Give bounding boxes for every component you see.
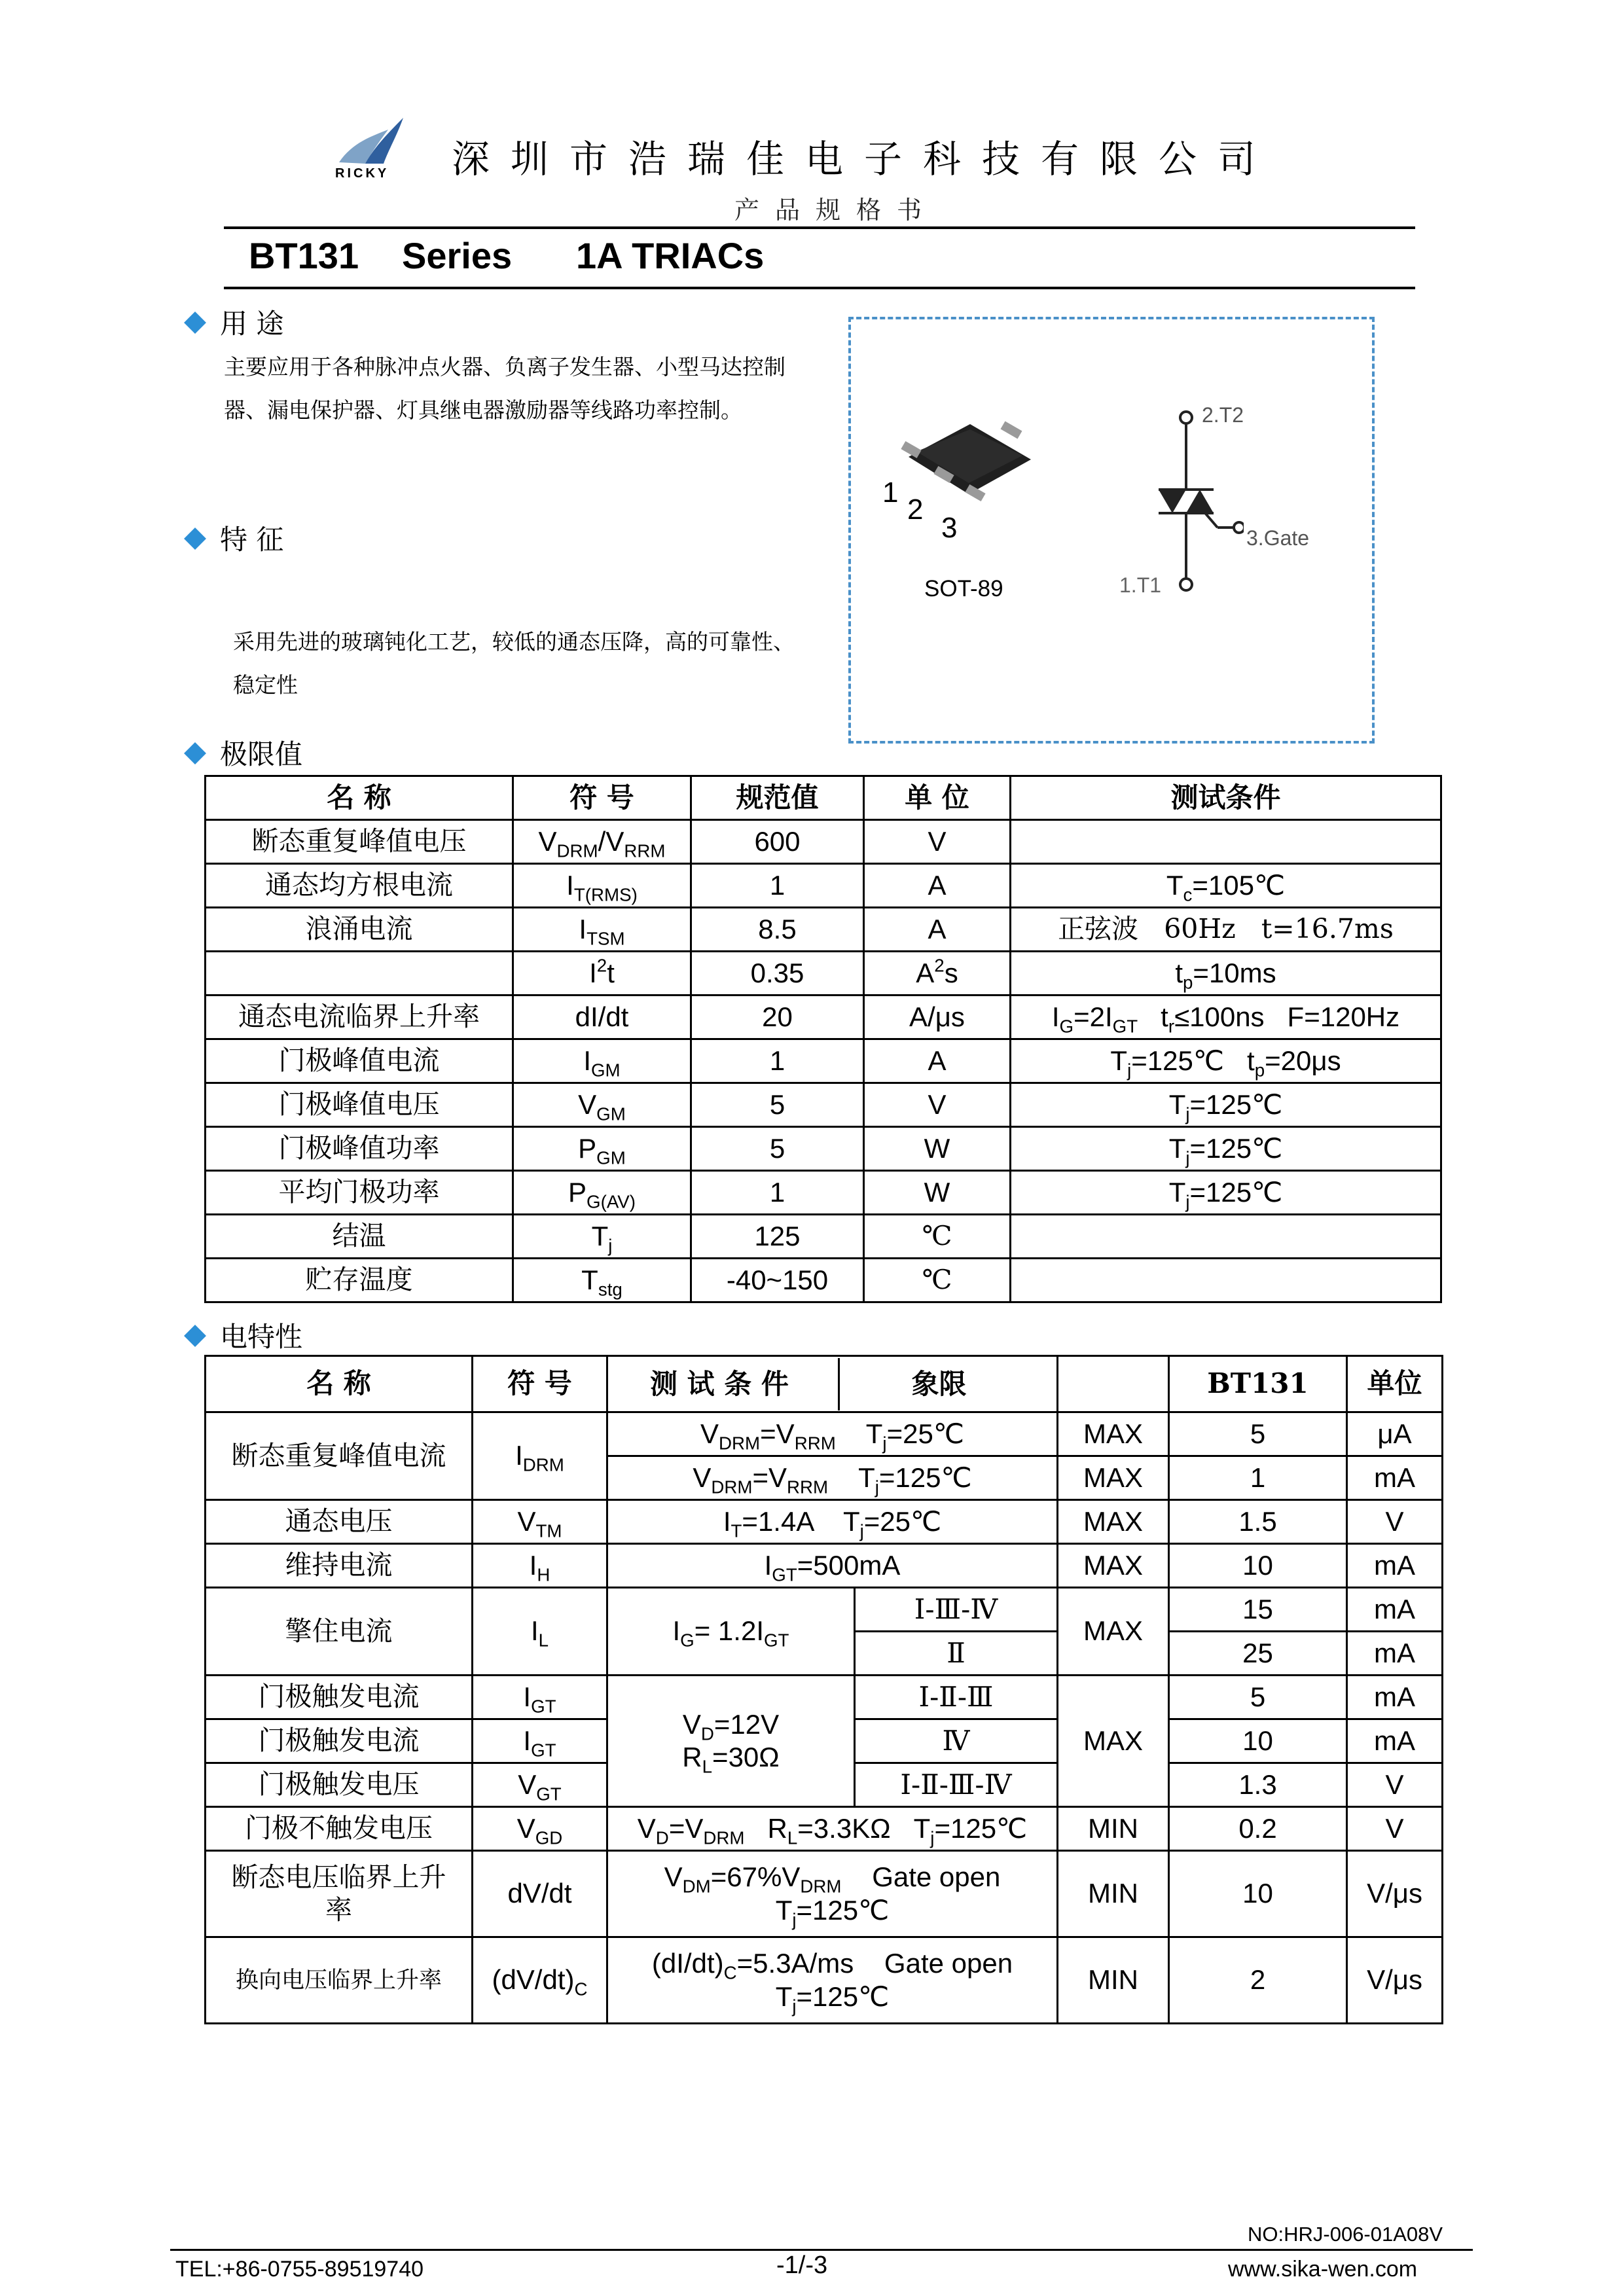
param-name: 断态重复峰值电流 [206,1412,473,1500]
param-name: 门极不触发电压 [206,1807,473,1851]
usage-text: 主要应用于各种脉冲点火器、负离子发生器、小型马达控制器、漏电保护器、灯具继电器激励器等线路功率控制。 [224,354,785,423]
param-limit: MAX [1058,1456,1169,1500]
param-value: 20 [691,996,864,1039]
pin-number-2: 2 [907,493,924,526]
param-unit: mA [1347,1544,1443,1588]
param-value: 5 [1169,1412,1347,1456]
param-symbol: $I_H$ [473,1544,607,1588]
param-value: 1.5 [1169,1500,1347,1544]
param-symbol: dI/dt [513,996,691,1039]
table-row [206,1544,1443,1588]
footer-tel: TEL:+86-0755-89519740 [175,2257,424,2282]
param-unit: ℃ [864,1259,1011,1302]
series-title: Series [402,235,513,276]
t1-label: 1.T1 [1119,573,1162,597]
bullet-diamond-icon [184,528,206,550]
param-condition: $V_{DRM}=V_{RRM}$ $T_j=25℃$ [607,1412,1058,1456]
table-row [206,1937,1443,2024]
param-symbol: $I_{DRM}$ [473,1412,607,1500]
logo-text: RICKY [335,166,389,181]
param-condition: $T_j=125℃$ [1011,1171,1441,1215]
param-value: 8.5 [691,908,864,952]
param-name [206,952,513,996]
param-condition: $V_D=12V$ $R_L=30\Omega$ [607,1676,855,1807]
param-name: 通态电压 [206,1500,473,1544]
table-row [206,1500,1443,1544]
param-value: 1 [1169,1456,1347,1500]
gate-label: 3.Gate [1246,526,1310,550]
param-name: 擎住电流 [206,1588,473,1676]
sot89-package-image [897,406,1047,504]
param-unit: mA [1347,1632,1443,1676]
company-logo [326,103,418,182]
param-name: 门极触发电流 [206,1719,473,1763]
param-symbol: $I_L$ [473,1588,607,1676]
param-name: 门极峰值电压 [206,1083,513,1127]
param-name: 平均门极功率 [206,1171,513,1215]
param-unit: V [864,1083,1011,1127]
param-name: 贮存温度 [206,1259,513,1302]
bullet-diamond-icon [184,1325,206,1347]
param-symbol: $I_{TSM}$ [513,908,691,952]
param-value: 1 [691,1039,864,1083]
param-symbol: $I_{T(RMS)}$ [513,864,691,908]
electrical-table [204,1355,1443,2024]
param-name: 维持电流 [206,1544,473,1588]
param-unit: V [1347,1500,1443,1544]
footer-page: -1/-3 [776,2251,828,2279]
param-unit: μA [1347,1412,1443,1456]
param-value: 0.35 [691,952,864,996]
param-quadrant: Ⅳ [855,1719,1058,1763]
table-row [206,996,1441,1039]
param-condition [1011,820,1441,864]
header-rule-bottom [224,287,1415,289]
param-condition: $T_c=105℃$ [1011,864,1441,908]
param-unit: W [864,1171,1011,1215]
usage-heading: 用 途 [187,302,283,342]
triac-symbol [1139,402,1244,598]
header-unit: 单位 [1347,1356,1443,1412]
header-limit [1058,1356,1169,1412]
document-subtitle: 产品规格书 [734,196,938,224]
table-row [206,1259,1441,1302]
param-value: 600 [691,820,864,864]
header-condition: 测试条件 [1011,776,1441,820]
table-row [206,1807,1443,1851]
param-condition: $(dI/dt)_C=5.3A/ms$ Gate open $T_j=125℃$ [607,1937,1058,2024]
param-limit: MAX [1058,1588,1169,1676]
param-symbol: $I^2t$ [513,952,691,996]
param-value: 5 [1169,1676,1347,1719]
param-name: 通态电流临界上升率 [206,996,513,1039]
param-unit: mA [1347,1676,1443,1719]
param-limit: MAX [1058,1544,1169,1588]
elec-heading: 电特性 [187,1316,302,1355]
param-symbol: $(dV/dt)_C$ [473,1937,607,2024]
param-value: 0.2 [1169,1807,1347,1851]
feature-heading: 特 征 [187,518,283,558]
param-unit: W [864,1127,1011,1171]
param-quadrant: Ⅰ-Ⅱ-Ⅲ-Ⅳ [855,1763,1058,1807]
param-condition [1011,1215,1441,1259]
table-row [206,1851,1443,1937]
header-condition: 测 试 条 件 象限 [607,1356,1058,1412]
company-name: 深圳市浩瑞佳电子科技有限公司 [452,137,1277,181]
param-condition: $T_j=125℃$ [1011,1083,1441,1127]
header-value: 规范值 [691,776,864,820]
header-symbol: 符 号 [513,776,691,820]
param-limit: MIN [1058,1937,1169,2024]
param-value: 15 [1169,1588,1347,1632]
param-symbol: $V_{GM}$ [513,1083,691,1127]
table-row [206,1588,1443,1632]
table-row [206,1171,1441,1215]
footer-website: www.sika-wen.com [1228,2257,1418,2282]
param-name: 门极峰值电流 [206,1039,513,1083]
param-value: 2 [1169,1937,1347,2024]
table-row [206,820,1441,864]
table-row [206,1676,1443,1719]
param-value: -40~150 [691,1259,864,1302]
param-quadrant: Ⅰ-Ⅱ-Ⅲ [855,1676,1058,1719]
feature-text: 采用先进的玻璃钝化工艺，较低的通态压降，高的可靠性、稳定性 [233,629,795,698]
param-value: 125 [691,1215,864,1259]
param-symbol: $V_{GT}$ [473,1763,607,1807]
param-condition: $T_j=125℃$ $t_p=20\mu s$ [1011,1039,1441,1083]
param-unit: A [864,864,1011,908]
param-value: 1 [691,864,864,908]
param-unit: V/μs [1347,1851,1443,1937]
footer-rule [170,2249,1473,2251]
package-label: SOT-89 [924,576,1003,601]
param-symbol: $V_{DRM}/V_{RRM}$ [513,820,691,864]
param-limit: MIN [1058,1807,1169,1851]
param-symbol: $I_{GM}$ [513,1039,691,1083]
param-name: 门极触发电压 [206,1763,473,1807]
header-unit: 单 位 [864,776,1011,820]
param-condition: $I_G=2I_{GT}$ $t_r\le 100ns$ F=120Hz [1011,996,1441,1039]
param-name: 断态重复峰值电压 [206,820,513,864]
param-name: 断态电压临界上升 率 [206,1851,473,1937]
param-condition: $I_T=1.4A$ $T_j=25℃$ [607,1500,1058,1544]
param-name: 通态均方根电流 [206,864,513,908]
param-symbol: $T_j$ [513,1215,691,1259]
param-name: 浪涌电流 [206,908,513,952]
param-unit: mA [1347,1456,1443,1500]
model-title: BT131 [249,235,359,276]
table-row [206,952,1441,996]
header-model: BT131 [1169,1356,1347,1412]
param-unit: $A^2s$ [864,952,1011,996]
param-symbol: $I_{GT}$ [473,1676,607,1719]
param-unit: V [1347,1763,1443,1807]
document-number: NO:HRJ-006-01A08V [1248,2223,1443,2246]
limits-header-row [206,776,1441,820]
param-unit: V [1347,1807,1443,1851]
limits-table [204,775,1442,1303]
param-value: 10 [1169,1851,1347,1937]
table-row [206,908,1441,952]
param-value: 5 [691,1127,864,1171]
param-condition: $I_{GT}=500mA$ [607,1544,1058,1588]
param-symbol: $T_{stg}$ [513,1259,691,1302]
param-unit: mA [1347,1588,1443,1632]
param-condition: $V_{DM}=67\%V_{DRM}$ Gate open $T_j=125℃$ [607,1851,1058,1937]
header-symbol: 符 号 [473,1356,607,1412]
header-rule-top [224,226,1415,229]
param-name: 门极峰值功率 [206,1127,513,1171]
param-symbol: $V_{GD}$ [473,1807,607,1851]
header-name: 名 称 [206,776,513,820]
param-value: 1 [691,1171,864,1215]
param-value: 10 [1169,1719,1347,1763]
param-value: 1.3 [1169,1763,1347,1807]
param-unit: mA [1347,1719,1443,1763]
param-unit: A/μs [864,996,1011,1039]
param-condition: $V_D=V_{DRM}$ $R_L=3.3K\Omega$ $T_j=125℃$ [607,1807,1058,1851]
param-limit: MAX [1058,1500,1169,1544]
param-limit: MAX [1058,1676,1169,1807]
param-quadrant: Ⅰ-Ⅲ-Ⅳ [855,1588,1058,1632]
table-row [206,1039,1441,1083]
pin-number-1: 1 [882,476,899,509]
param-unit: ℃ [864,1215,1011,1259]
param-unit: A [864,908,1011,952]
param-condition: $I_G= 1.2I_{GT}$ [607,1588,855,1676]
param-symbol: $V_{TM}$ [473,1500,607,1544]
table-row [206,864,1441,908]
param-unit: V/μs [1347,1937,1443,2024]
param-quadrant: Ⅱ [855,1632,1058,1676]
param-name: 门极触发电流 [206,1676,473,1719]
table-row [206,1215,1441,1259]
param-symbol: $P_{GM}$ [513,1127,691,1171]
param-condition: $t_p=10ms$ [1011,952,1441,996]
param-symbol: $P_{G(AV)}$ [513,1171,691,1215]
limits-heading: 极限值 [187,733,302,772]
param-symbol: dV/dt [473,1851,607,1937]
pin-number-3: 3 [941,512,958,544]
bullet-diamond-icon [184,742,206,764]
param-value: 10 [1169,1544,1347,1588]
table-row [206,1412,1443,1456]
product-title: 1A TRIACs [576,235,765,276]
param-limit: MIN [1058,1851,1169,1937]
param-symbol: $I_{GT}$ [473,1719,607,1763]
table-row [206,1127,1441,1171]
param-name: 换向电压临界上升率 [206,1937,473,2024]
param-value: 5 [691,1083,864,1127]
param-condition: $V_{DRM}=V_{RRM}$ $T_j=125℃$ [607,1456,1058,1500]
param-condition: 正弦波 60Hz t=16.7ms [1011,908,1441,952]
elec-header-row [206,1356,1443,1412]
t2-label: 2.T2 [1202,403,1244,427]
param-name: 结温 [206,1215,513,1259]
param-value: 25 [1169,1632,1347,1676]
param-limit: MAX [1058,1412,1169,1456]
param-unit: V [864,820,1011,864]
param-condition: $T_j=125℃$ [1011,1127,1441,1171]
param-condition [1011,1259,1441,1302]
table-row [206,1083,1441,1127]
bullet-diamond-icon [184,312,206,334]
header-name: 名 称 [206,1356,473,1412]
param-unit: A [864,1039,1011,1083]
